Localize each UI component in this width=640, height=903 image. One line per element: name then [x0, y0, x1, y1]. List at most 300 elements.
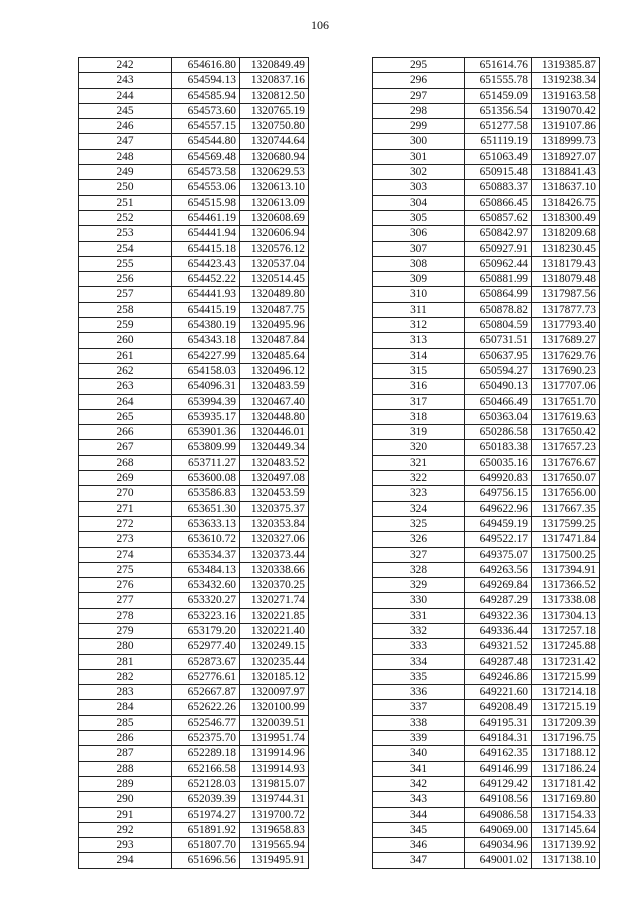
table-row — [79, 165, 309, 180]
x-coordinate-cell: 653610.72 — [172, 532, 240, 547]
point-number-cell: 305 — [373, 210, 465, 225]
x-coordinate-cell: 654573.60 — [172, 103, 240, 118]
y-coordinate-cell: 1319385.87 — [532, 58, 600, 73]
table-row — [373, 379, 600, 394]
point-number-cell: 271 — [79, 501, 172, 516]
y-coordinate-cell: 1318426.75 — [532, 195, 600, 210]
table-row — [79, 440, 309, 455]
x-coordinate-cell: 649129.42 — [465, 776, 532, 791]
x-coordinate-cell: 654594.13 — [172, 73, 240, 88]
point-number-cell: 255 — [79, 256, 172, 271]
y-coordinate-cell: 1318300.49 — [532, 210, 600, 225]
y-coordinate-cell: 1317689.27 — [532, 333, 600, 348]
point-number-cell: 331 — [373, 608, 465, 623]
x-coordinate-cell: 650866.45 — [465, 195, 532, 210]
x-coordinate-cell: 654380.19 — [172, 318, 240, 333]
point-number-cell: 284 — [79, 700, 172, 715]
point-number-cell: 347 — [373, 853, 465, 868]
table-row — [373, 639, 600, 654]
point-number-cell: 278 — [79, 608, 172, 623]
point-number-cell: 317 — [373, 394, 465, 409]
table-row — [79, 455, 309, 470]
y-coordinate-cell: 1318999.73 — [532, 134, 600, 149]
x-coordinate-cell: 654585.94 — [172, 88, 240, 103]
y-coordinate-cell: 1317599.25 — [532, 516, 600, 531]
point-number-cell: 288 — [79, 761, 172, 776]
point-number-cell: 244 — [79, 88, 172, 103]
table-row — [79, 807, 309, 822]
table-row — [79, 822, 309, 837]
point-number-cell: 336 — [373, 685, 465, 700]
table-row — [373, 119, 600, 134]
table-row — [373, 58, 600, 73]
point-number-cell: 307 — [373, 241, 465, 256]
point-number-cell: 291 — [79, 807, 172, 822]
table-row — [79, 578, 309, 593]
y-coordinate-cell: 1317667.35 — [532, 501, 600, 516]
table-row — [373, 853, 600, 868]
y-coordinate-cell: 1317650.07 — [532, 471, 600, 486]
x-coordinate-cell: 649184.31 — [465, 731, 532, 746]
x-coordinate-cell: 653600.08 — [172, 471, 240, 486]
table-row — [79, 853, 309, 868]
x-coordinate-cell: 650594.27 — [465, 363, 532, 378]
table-row — [79, 685, 309, 700]
y-coordinate-cell: 1317196.75 — [532, 731, 600, 746]
y-coordinate-cell: 1319914.96 — [240, 746, 309, 761]
point-number-cell: 345 — [373, 822, 465, 837]
y-coordinate-cell: 1320485.64 — [240, 348, 309, 363]
x-coordinate-cell: 654573.58 — [172, 165, 240, 180]
point-number-cell: 281 — [79, 654, 172, 669]
x-coordinate-cell: 652546.77 — [172, 715, 240, 730]
table-row — [79, 241, 309, 256]
table-row — [79, 731, 309, 746]
point-number-cell: 315 — [373, 363, 465, 378]
y-coordinate-cell: 1317656.00 — [532, 486, 600, 501]
y-coordinate-cell: 1317169.80 — [532, 792, 600, 807]
coordinate-table-left — [78, 57, 309, 869]
x-coordinate-cell: 649459.19 — [465, 516, 532, 531]
table-row — [373, 287, 600, 302]
table-row — [373, 623, 600, 638]
y-coordinate-cell: 1317181.42 — [532, 776, 600, 791]
y-coordinate-cell: 1320680.94 — [240, 149, 309, 164]
point-number-cell: 333 — [373, 639, 465, 654]
point-number-cell: 328 — [373, 562, 465, 577]
table-row — [373, 88, 600, 103]
y-coordinate-cell: 1320837.16 — [240, 73, 309, 88]
x-coordinate-cell: 649208.49 — [465, 700, 532, 715]
point-number-cell: 243 — [79, 73, 172, 88]
y-coordinate-cell: 1319107.86 — [532, 119, 600, 134]
point-number-cell: 312 — [373, 318, 465, 333]
table-row — [373, 685, 600, 700]
point-number-cell: 318 — [373, 409, 465, 424]
point-number-cell: 339 — [373, 731, 465, 746]
x-coordinate-cell: 651696.56 — [172, 853, 240, 868]
y-coordinate-cell: 1319495.91 — [240, 853, 309, 868]
table-row — [373, 838, 600, 853]
y-coordinate-cell: 1320537.04 — [240, 256, 309, 271]
table-row — [79, 318, 309, 333]
point-number-cell: 248 — [79, 149, 172, 164]
x-coordinate-cell: 654616.80 — [172, 58, 240, 73]
table-row — [373, 210, 600, 225]
table-row — [373, 776, 600, 791]
x-coordinate-cell: 654461.19 — [172, 210, 240, 225]
point-number-cell: 330 — [373, 593, 465, 608]
y-coordinate-cell: 1317188.12 — [532, 746, 600, 761]
x-coordinate-cell: 654158.03 — [172, 363, 240, 378]
coordinate-table-right — [372, 57, 600, 869]
point-number-cell: 292 — [79, 822, 172, 837]
y-coordinate-cell: 1317500.25 — [532, 547, 600, 562]
y-coordinate-cell: 1319914.93 — [240, 761, 309, 776]
point-number-cell: 301 — [373, 149, 465, 164]
y-coordinate-cell: 1320765.19 — [240, 103, 309, 118]
table-row — [79, 103, 309, 118]
point-number-cell: 267 — [79, 440, 172, 455]
table-row — [373, 562, 600, 577]
x-coordinate-cell: 651459.09 — [465, 88, 532, 103]
y-coordinate-cell: 1320249.15 — [240, 639, 309, 654]
table-row — [79, 210, 309, 225]
table-row — [373, 149, 600, 164]
x-coordinate-cell: 650915.48 — [465, 165, 532, 180]
y-coordinate-cell: 1317209.39 — [532, 715, 600, 730]
x-coordinate-cell: 653711.27 — [172, 455, 240, 470]
x-coordinate-cell: 651891.92 — [172, 822, 240, 837]
table-row — [79, 134, 309, 149]
table-row — [79, 180, 309, 195]
point-number-cell: 329 — [373, 578, 465, 593]
table-row — [79, 608, 309, 623]
y-coordinate-cell: 1320467.40 — [240, 394, 309, 409]
table-row — [79, 333, 309, 348]
table-row — [79, 73, 309, 88]
table-row — [373, 73, 600, 88]
x-coordinate-cell: 649034.96 — [465, 838, 532, 853]
x-coordinate-cell: 654515.98 — [172, 195, 240, 210]
y-coordinate-cell: 1319658.83 — [240, 822, 309, 837]
x-coordinate-cell: 653633.13 — [172, 516, 240, 531]
point-number-cell: 314 — [373, 348, 465, 363]
x-coordinate-cell: 653994.39 — [172, 394, 240, 409]
table-row — [373, 256, 600, 271]
table-row — [373, 226, 600, 241]
table-row — [373, 363, 600, 378]
y-coordinate-cell: 1318841.43 — [532, 165, 600, 180]
table-row — [373, 333, 600, 348]
point-number-cell: 258 — [79, 302, 172, 317]
point-number-cell: 246 — [79, 119, 172, 134]
table-row — [79, 715, 309, 730]
y-coordinate-cell: 1320100.99 — [240, 700, 309, 715]
x-coordinate-cell: 651974.27 — [172, 807, 240, 822]
y-coordinate-cell: 1317650.42 — [532, 425, 600, 440]
y-coordinate-cell: 1318927.07 — [532, 149, 600, 164]
point-number-cell: 253 — [79, 226, 172, 241]
point-number-cell: 302 — [373, 165, 465, 180]
table-row — [373, 547, 600, 562]
point-number-cell: 275 — [79, 562, 172, 577]
x-coordinate-cell: 653432.60 — [172, 578, 240, 593]
table-row — [373, 103, 600, 118]
point-number-cell: 285 — [79, 715, 172, 730]
point-number-cell: 245 — [79, 103, 172, 118]
y-coordinate-cell: 1320514.45 — [240, 272, 309, 287]
point-number-cell: 311 — [373, 302, 465, 317]
x-coordinate-cell: 652166.58 — [172, 761, 240, 776]
y-coordinate-cell: 1320496.12 — [240, 363, 309, 378]
x-coordinate-cell: 650857.62 — [465, 210, 532, 225]
y-coordinate-cell: 1320483.59 — [240, 379, 309, 394]
x-coordinate-cell: 650286.58 — [465, 425, 532, 440]
y-coordinate-cell: 1317676.67 — [532, 455, 600, 470]
x-coordinate-cell: 650883.37 — [465, 180, 532, 195]
x-coordinate-cell: 650842.97 — [465, 226, 532, 241]
table-row — [79, 272, 309, 287]
point-number-cell: 290 — [79, 792, 172, 807]
y-coordinate-cell: 1319238.34 — [532, 73, 600, 88]
x-coordinate-cell: 649069.00 — [465, 822, 532, 837]
table-row — [79, 409, 309, 424]
x-coordinate-cell: 651614.76 — [465, 58, 532, 73]
point-number-cell: 296 — [373, 73, 465, 88]
y-coordinate-cell: 1320629.53 — [240, 165, 309, 180]
table-row — [373, 746, 600, 761]
y-coordinate-cell: 1320446.01 — [240, 425, 309, 440]
x-coordinate-cell: 650183.38 — [465, 440, 532, 455]
point-number-cell: 334 — [373, 654, 465, 669]
y-coordinate-cell: 1317366.52 — [532, 578, 600, 593]
x-coordinate-cell: 649246.86 — [465, 669, 532, 684]
x-coordinate-cell: 654415.19 — [172, 302, 240, 317]
x-coordinate-cell: 650363.04 — [465, 409, 532, 424]
x-coordinate-cell: 650878.82 — [465, 302, 532, 317]
x-coordinate-cell: 652977.40 — [172, 639, 240, 654]
table-row — [373, 195, 600, 210]
table-row — [373, 578, 600, 593]
table-row — [79, 776, 309, 791]
point-number-cell: 299 — [373, 119, 465, 134]
y-coordinate-cell: 1320221.85 — [240, 608, 309, 623]
x-coordinate-cell: 652622.26 — [172, 700, 240, 715]
point-number-cell: 257 — [79, 287, 172, 302]
y-coordinate-cell: 1317138.10 — [532, 853, 600, 868]
point-number-cell: 273 — [79, 532, 172, 547]
point-number-cell: 341 — [373, 761, 465, 776]
table-row — [79, 195, 309, 210]
point-number-cell: 270 — [79, 486, 172, 501]
y-coordinate-cell: 1317257.18 — [532, 623, 600, 638]
x-coordinate-cell: 652289.18 — [172, 746, 240, 761]
point-number-cell: 297 — [373, 88, 465, 103]
table-row — [79, 486, 309, 501]
point-number-cell: 249 — [79, 165, 172, 180]
y-coordinate-cell: 1320375.37 — [240, 501, 309, 516]
y-coordinate-cell: 1317139.92 — [532, 838, 600, 853]
table-row — [373, 532, 600, 547]
table-row — [79, 654, 309, 669]
point-number-cell: 260 — [79, 333, 172, 348]
table-row — [373, 241, 600, 256]
y-coordinate-cell: 1320613.10 — [240, 180, 309, 195]
point-number-cell: 298 — [373, 103, 465, 118]
table-row — [79, 149, 309, 164]
y-coordinate-cell: 1317471.84 — [532, 532, 600, 547]
table-row — [373, 669, 600, 684]
x-coordinate-cell: 654441.93 — [172, 287, 240, 302]
table-row — [79, 792, 309, 807]
y-coordinate-cell: 1320235.44 — [240, 654, 309, 669]
point-number-cell: 250 — [79, 180, 172, 195]
point-number-cell: 337 — [373, 700, 465, 715]
table-row — [373, 501, 600, 516]
y-coordinate-cell: 1319700.72 — [240, 807, 309, 822]
point-number-cell: 327 — [373, 547, 465, 562]
point-number-cell: 269 — [79, 471, 172, 486]
table-row — [79, 838, 309, 853]
y-coordinate-cell: 1318079.48 — [532, 272, 600, 287]
table-row — [79, 516, 309, 531]
point-number-cell: 310 — [373, 287, 465, 302]
x-coordinate-cell: 649195.31 — [465, 715, 532, 730]
y-coordinate-cell: 1317215.19 — [532, 700, 600, 715]
y-coordinate-cell: 1317657.23 — [532, 440, 600, 455]
table-row — [373, 792, 600, 807]
y-coordinate-cell: 1320608.69 — [240, 210, 309, 225]
point-number-cell: 259 — [79, 318, 172, 333]
y-coordinate-cell: 1320606.94 — [240, 226, 309, 241]
table-row — [373, 440, 600, 455]
table-row — [79, 761, 309, 776]
table-row — [373, 471, 600, 486]
point-number-cell: 261 — [79, 348, 172, 363]
x-coordinate-cell: 653534.37 — [172, 547, 240, 562]
x-coordinate-cell: 654415.18 — [172, 241, 240, 256]
point-number-cell: 316 — [373, 379, 465, 394]
y-coordinate-cell: 1317707.06 — [532, 379, 600, 394]
point-number-cell: 340 — [373, 746, 465, 761]
y-coordinate-cell: 1319951.74 — [240, 731, 309, 746]
point-number-cell: 283 — [79, 685, 172, 700]
x-coordinate-cell: 649321.52 — [465, 639, 532, 654]
y-coordinate-cell: 1320744.64 — [240, 134, 309, 149]
table-row — [79, 669, 309, 684]
x-coordinate-cell: 650466.49 — [465, 394, 532, 409]
point-number-cell: 343 — [373, 792, 465, 807]
x-coordinate-cell: 654423.43 — [172, 256, 240, 271]
y-coordinate-cell: 1318179.43 — [532, 256, 600, 271]
table-row — [79, 379, 309, 394]
table-row — [373, 822, 600, 837]
table-row — [373, 425, 600, 440]
y-coordinate-cell: 1320750.80 — [240, 119, 309, 134]
y-coordinate-cell: 1320453.59 — [240, 486, 309, 501]
y-coordinate-cell: 1320370.25 — [240, 578, 309, 593]
table-row — [373, 180, 600, 195]
point-number-cell: 252 — [79, 210, 172, 225]
y-coordinate-cell: 1319070.42 — [532, 103, 600, 118]
y-coordinate-cell: 1317629.76 — [532, 348, 600, 363]
table-row — [373, 715, 600, 730]
x-coordinate-cell: 649287.29 — [465, 593, 532, 608]
table-row — [373, 700, 600, 715]
point-number-cell: 326 — [373, 532, 465, 547]
x-coordinate-cell: 653809.99 — [172, 440, 240, 455]
y-coordinate-cell: 1320489.80 — [240, 287, 309, 302]
x-coordinate-cell: 649336.44 — [465, 623, 532, 638]
x-coordinate-cell: 649221.60 — [465, 685, 532, 700]
x-coordinate-cell: 654441.94 — [172, 226, 240, 241]
x-coordinate-cell: 651555.78 — [465, 73, 532, 88]
x-coordinate-cell: 654569.48 — [172, 149, 240, 164]
x-coordinate-cell: 650962.44 — [465, 256, 532, 271]
y-coordinate-cell: 1319565.94 — [240, 838, 309, 853]
y-coordinate-cell: 1320097.97 — [240, 685, 309, 700]
y-coordinate-cell: 1317186.24 — [532, 761, 600, 776]
y-coordinate-cell: 1317651.70 — [532, 394, 600, 409]
x-coordinate-cell: 652128.03 — [172, 776, 240, 791]
table-row — [79, 746, 309, 761]
x-coordinate-cell: 653586.83 — [172, 486, 240, 501]
x-coordinate-cell: 650804.59 — [465, 318, 532, 333]
table-row — [373, 318, 600, 333]
y-coordinate-cell: 1320039.51 — [240, 715, 309, 730]
table-row — [79, 593, 309, 608]
point-number-cell: 279 — [79, 623, 172, 638]
x-coordinate-cell: 651277.58 — [465, 119, 532, 134]
table-row — [79, 363, 309, 378]
x-coordinate-cell: 653179.20 — [172, 623, 240, 638]
point-number-cell: 262 — [79, 363, 172, 378]
point-number-cell: 325 — [373, 516, 465, 531]
x-coordinate-cell: 649622.96 — [465, 501, 532, 516]
point-number-cell: 242 — [79, 58, 172, 73]
y-coordinate-cell: 1320353.84 — [240, 516, 309, 531]
point-number-cell: 332 — [373, 623, 465, 638]
table-row — [79, 547, 309, 562]
y-coordinate-cell: 1318230.45 — [532, 241, 600, 256]
point-number-cell: 342 — [373, 776, 465, 791]
x-coordinate-cell: 654544.80 — [172, 134, 240, 149]
x-coordinate-cell: 649162.35 — [465, 746, 532, 761]
table-row — [373, 731, 600, 746]
x-coordinate-cell: 649269.84 — [465, 578, 532, 593]
y-coordinate-cell: 1320185.12 — [240, 669, 309, 684]
x-coordinate-cell: 651119.19 — [465, 134, 532, 149]
y-coordinate-cell: 1317145.64 — [532, 822, 600, 837]
y-coordinate-cell: 1320483.52 — [240, 455, 309, 470]
x-coordinate-cell: 650881.99 — [465, 272, 532, 287]
x-coordinate-cell: 652776.61 — [172, 669, 240, 684]
table-row — [79, 700, 309, 715]
point-number-cell: 322 — [373, 471, 465, 486]
x-coordinate-cell: 654553.06 — [172, 180, 240, 195]
point-number-cell: 321 — [373, 455, 465, 470]
table-row — [373, 348, 600, 363]
table-row — [79, 501, 309, 516]
table-row — [79, 639, 309, 654]
table-row — [79, 394, 309, 409]
point-number-cell: 335 — [373, 669, 465, 684]
point-number-cell: 280 — [79, 639, 172, 654]
y-coordinate-cell: 1317154.33 — [532, 807, 600, 822]
table-row — [79, 562, 309, 577]
table-row — [79, 58, 309, 73]
